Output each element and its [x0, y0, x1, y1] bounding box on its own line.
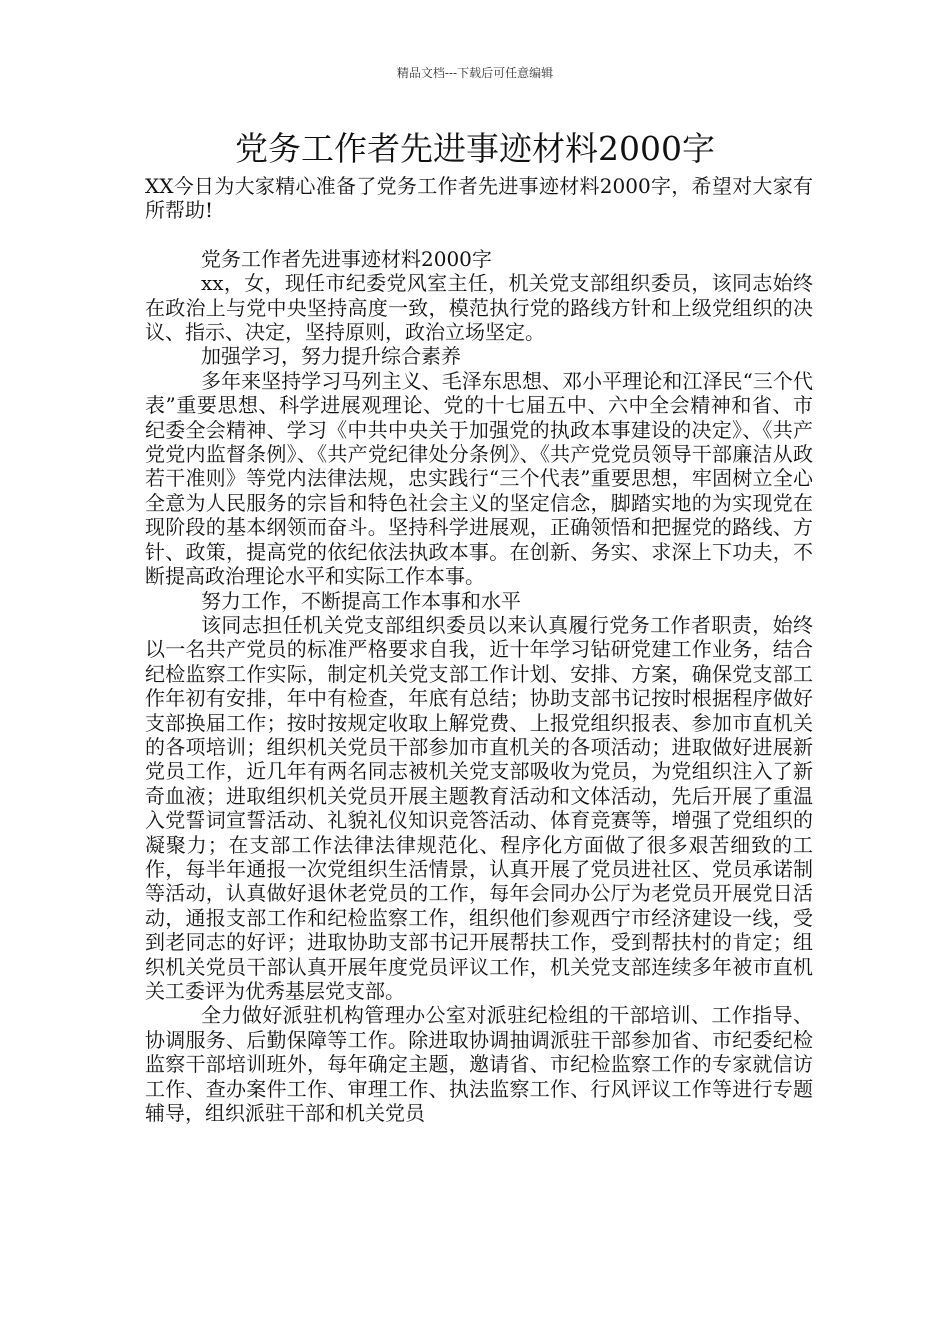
body-paragraph: 多年来坚持学习马列主义、毛泽东思想、邓小平理论和江泽民“三个代表”重要思想、科学进展观理论、党的十七届五中、六中全会精神和省、市纪委全会精神、学习《中共中央关于加强党的执政本事建设的决定》、《共产党党内监督条例》、《共产党纪律处分条例》、《共产党党员领导干部廉洁从政若干准则》等党内法律法规，忠实践行“三个代表”重要思想，牢固树立全心全意为人民服务的宗旨和特色社会主义的坚定信念，脚踏实地的为实现党在现阶段的基本纲领而奋斗。坚持科学进展观，正确领悟和把握党的路线、方针、政策，提高党的依纪依法执政本事。在创新、务实、求深上下功夫，不断提高政治理论水平和实际工作本事。	[145, 368, 813, 589]
intro-paragraph: XX今日为大家精心准备了党务工作者先进事迹材料2000字，希望对大家有所帮助!	[145, 174, 813, 223]
section-heading: 加强学习，努力提升综合素养	[201, 344, 461, 369]
body-paragraph: 该同志担任机关党支部组织委员以来认真履行党务工作者职责，始终以一名共产党员的标准严格要求自我，近十年学习钻研党建工作业务，结合纪检监察工作实际，制定机关党支部工作计划、安排、方案，确保党支部工作年初有安排，年中有检查，年底有总结；协助支部书记按时根据程序做好支部换届工作；按时按规定收取上解党费、上报党组织报表、参加市直机关的各项培训；组织机关党员干部参加市直机关的各项活动；进取做好进展新党员工作，近几年有两名同志被机关党支部吸收为党员，为党组织注入了新奇血液；进取组织机关党员开展主题教育活动和文体活动，先后开展了重温入党誓词宣誓活动、礼貌礼仪知识竞答活动、体育竞赛等，增强了党组织的凝聚力；在支部工作法律法律规范化、程序化方面做了很多艰苦细致的工作，每半年通报一次党组织生活情景，认真开展了党员进社区、党员承诺制等活动，认真做好退休老党员的工作，每年会同办公厅为老党员开展党日活动，通报支部工作和纪检监察工作，组织他们参观西宁市经济建设一线，受到老同志的好评；进取协助支部书记开展帮扶工作，受到帮扶村的肯定；组织机关党员干部认真开展年度党员评议工作，机关党支部连续多年被市直机关工委评为优秀基层党支部。	[145, 612, 813, 1003]
section-heading: 努力工作，不断提高工作本事和水平	[201, 588, 521, 613]
body-paragraph: xx，女，现任市纪委党风室主任，机关党支部组织委员，该同志始终在政治上与党中央坚持高度一致，模范执行党的路线方针和上级党组织的决议、指示、决定，坚持原则，政治立场坚定。	[145, 271, 813, 345]
body-paragraph: 全力做好派驻机构管理办公室对派驻纪检组的干部培训、工作指导、协调服务、后勤保障等工作。除进取协调抽调派驻干部参加省、市纪委纪检监察干部培训班外，每年确定主题，邀请省、市纪检监察工作的专家就信访工作、查办案件工作、审理工作、执法监察工作、行风评议工作等进行专题辅导，组织派驻干部和机关党员	[145, 1003, 813, 1126]
document-body	[145, 174, 813, 1125]
header-note: 精品文档---下载后可任意编辑	[396, 66, 554, 80]
subtitle-paragraph: 党务工作者先进事迹材料2000字	[201, 246, 492, 271]
document-title: 党务工作者先进事迹材料2000字	[235, 129, 715, 168]
